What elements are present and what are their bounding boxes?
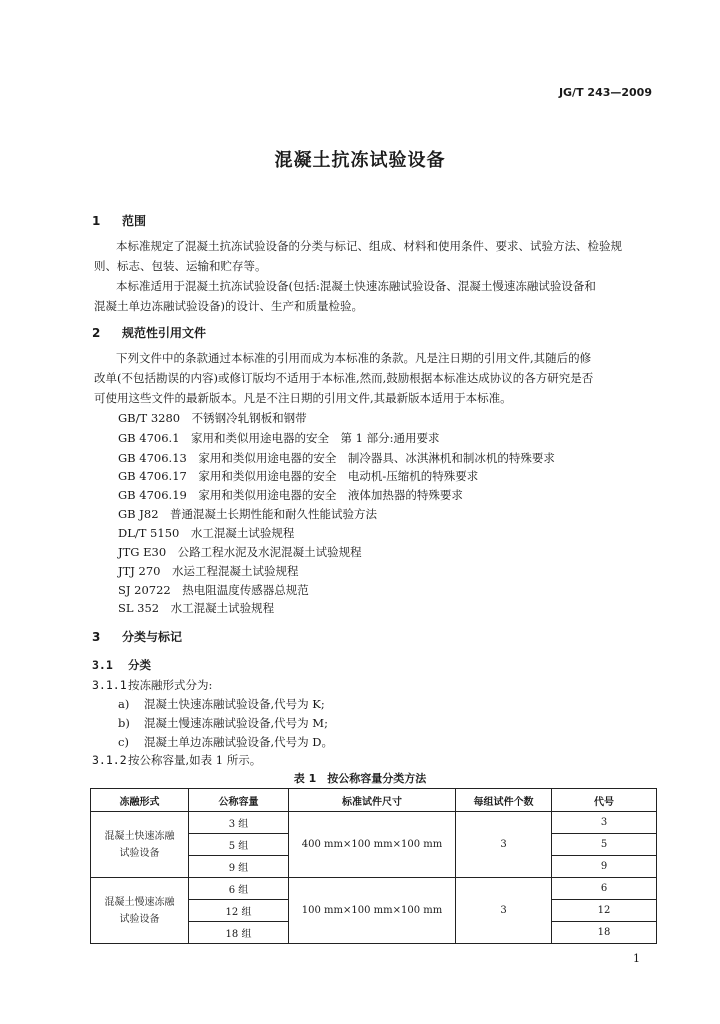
list-item xyxy=(118,734,333,750)
section-title: 分类与标记 xyxy=(122,630,183,644)
section-title: 范围 xyxy=(122,214,147,228)
list-item-text: 混凝土慢速冻融试验设备,代号为 M; xyxy=(144,716,328,730)
section-title: 规范性引用文件 xyxy=(122,326,207,340)
section-heading-2 xyxy=(92,324,206,341)
code-cell: 5 xyxy=(552,834,657,856)
header-cell: 代号 xyxy=(552,789,657,812)
paragraph-scope-1 xyxy=(94,236,660,276)
clause-3-1-1 xyxy=(92,677,212,693)
section-heading-3 xyxy=(92,628,182,645)
header-cell: 每组试件个数 xyxy=(456,789,552,812)
reference-item: GB 4706.13 家用和类似用途电器的安全 制冷器具、冰淇淋机和制冰机的特殊要求 xyxy=(118,451,555,465)
paragraph-line: 本标准适用于混凝土抗冻试验设备(包括:混凝土快速冻融试验设备、混凝土慢速冻融试验设备和 xyxy=(116,279,596,293)
reference-item: GB J82 普通混凝土长期性能和耐久性能试验方法 xyxy=(118,507,378,521)
document-title: 混凝土抗冻试验设备 xyxy=(274,150,446,171)
classification-table xyxy=(90,788,657,944)
paragraph-line: 混凝土单边冻融试验设备)的设计、生产和质量检验。 xyxy=(94,299,363,313)
code-cell: 3 xyxy=(552,812,657,834)
paragraph-line: 可使用这些文件的最新版本。凡是不注日期的引用文件,其最新版本适用于本标准。 xyxy=(94,391,512,405)
page-number: 1 xyxy=(633,952,640,965)
subsection-number: 3.1 xyxy=(92,658,113,672)
paragraph-normative-refs xyxy=(94,348,660,408)
code-cell: 9 xyxy=(552,856,657,878)
reference-item: SL 352 水工混凝土试验规程 xyxy=(118,601,275,615)
capacity-cell: 3 组 xyxy=(189,812,289,834)
specimen-count-cell: 3 xyxy=(456,812,552,878)
clause-3-1-2 xyxy=(92,752,261,768)
reference-item: GB 4706.1 家用和类似用途电器的安全 第 1 部分:通用要求 xyxy=(118,431,440,445)
reference-item: JTJ 270 水运工程混凝土试验规程 xyxy=(118,564,299,578)
paragraph-line: 改单(不包括勘误的内容)或修订版均不适用于本标准,然而,鼓励根据本标准达成协议的各方研究是否 xyxy=(94,371,594,385)
freeze-form-cell: 混凝土慢速冻融试验设备 xyxy=(91,878,189,944)
specimen-size-cell: 400 mm×100 mm×100 mm xyxy=(289,812,456,878)
freeze-form-cell: 混凝土快速冻融试验设备 xyxy=(91,812,189,878)
table-header-row xyxy=(91,789,657,812)
list-item xyxy=(118,715,328,731)
clause-text: 按冻融形式分为: xyxy=(128,678,213,692)
clause-number: 3.1.1 xyxy=(92,678,127,692)
header-cell: 公称容量 xyxy=(189,789,289,812)
header-cell: 冻融形式 xyxy=(91,789,189,812)
code-cell: 6 xyxy=(552,878,657,900)
paragraph-line: 本标准规定了混凝土抗冻试验设备的分类与标记、组成、材料和使用条件、要求、试验方法、检验规 xyxy=(116,239,622,253)
list-item-label: b) xyxy=(118,716,130,730)
capacity-cell: 12 组 xyxy=(189,900,289,922)
clause-number: 3.1.2 xyxy=(92,753,127,767)
subsection-heading-3-1 xyxy=(92,657,151,673)
paragraph-scope-2 xyxy=(94,276,660,316)
specimen-size-cell: 100 mm×100 mm×100 mm xyxy=(289,878,456,944)
reference-item: GB 4706.19 家用和类似用途电器的安全 液体加热器的特殊要求 xyxy=(118,488,463,502)
reference-item: JTG E30 公路工程水泥及水泥混凝土试验规程 xyxy=(118,545,362,559)
section-number: 2 xyxy=(92,326,101,340)
capacity-cell: 9 组 xyxy=(189,856,289,878)
capacity-cell: 18 组 xyxy=(189,922,289,944)
list-item-text: 混凝土单边冻融试验设备,代号为 D。 xyxy=(144,735,334,749)
list-item-label: c) xyxy=(118,735,129,749)
capacity-cell: 5 组 xyxy=(189,834,289,856)
capacity-cell: 6 组 xyxy=(189,878,289,900)
reference-item: DL/T 5150 水工混凝土试验规程 xyxy=(118,526,295,540)
subsection-title: 分类 xyxy=(128,658,151,672)
list-item xyxy=(118,696,325,712)
code-cell: 12 xyxy=(552,900,657,922)
table-row xyxy=(91,878,657,900)
specimen-count-cell: 3 xyxy=(456,878,552,944)
section-number: 1 xyxy=(92,214,101,228)
paragraph-line: 下列文件中的条款通过本标准的引用而成为本标准的条款。凡是注日期的引用文件,其随后的修 xyxy=(116,351,592,365)
section-number: 3 xyxy=(92,630,101,644)
list-item-text: 混凝土快速冻融试验设备,代号为 K; xyxy=(144,697,325,711)
paragraph-line: 则、标志、包装、运输和贮存等。 xyxy=(94,259,267,273)
table-row xyxy=(91,812,657,834)
reference-item: GB 4706.17 家用和类似用途电器的安全 电动机-压缩机的特殊要求 xyxy=(118,469,479,483)
standard-code: JG/T 243—2009 xyxy=(558,86,652,99)
list-item-label: a) xyxy=(118,697,130,711)
code-cell: 18 xyxy=(552,922,657,944)
clause-text: 按公称容量,如表 1 所示。 xyxy=(128,753,262,767)
reference-item: GB/T 3280 不锈钢冷轧钢板和钢带 xyxy=(118,411,307,425)
header-cell: 标准试件尺寸 xyxy=(289,789,456,812)
reference-item: SJ 20722 热电阻温度传感器总规范 xyxy=(118,583,309,597)
table-caption: 表 1 按公称容量分类方法 xyxy=(293,772,427,785)
section-heading-1 xyxy=(92,212,146,229)
